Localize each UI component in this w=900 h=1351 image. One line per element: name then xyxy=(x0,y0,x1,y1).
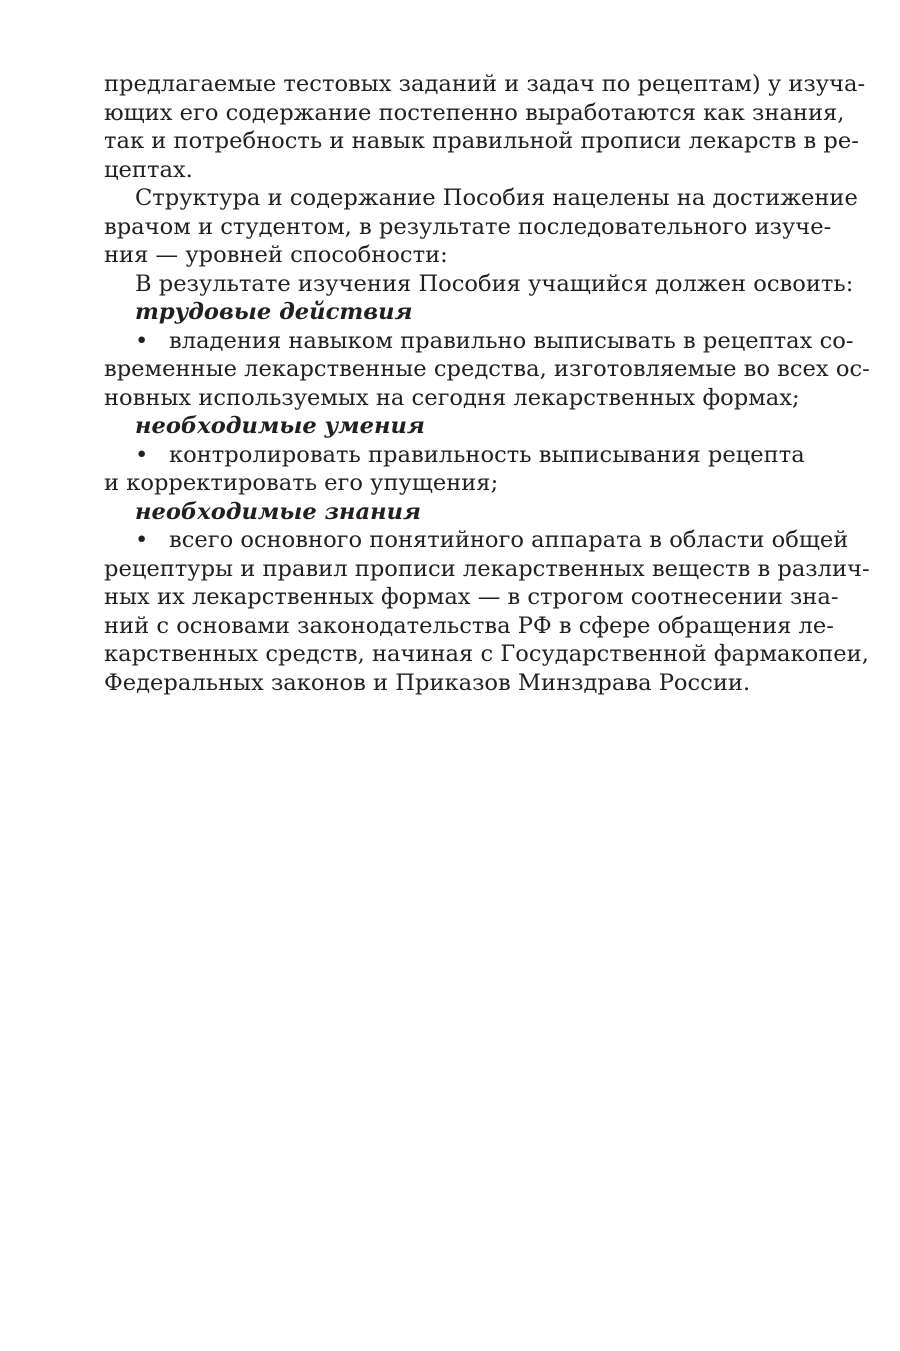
section-heading: необходимые умения xyxy=(135,413,425,439)
text-line: владения навыком правильно выписывать в рецептах со- xyxy=(169,327,854,354)
paragraph-3 xyxy=(104,270,854,299)
paragraph-1 xyxy=(104,70,866,184)
text-line: и корректировать его упущения; xyxy=(104,470,499,496)
text-line: В результате изучения Пособия учащийся должен освоить: xyxy=(135,270,854,297)
section-required-skills xyxy=(104,412,805,498)
text-line: всего основного понятийного аппарата в области общей xyxy=(169,527,849,553)
text-line: ния — уровней способности: xyxy=(104,242,448,268)
document-page xyxy=(104,70,870,697)
paragraph-2 xyxy=(104,184,858,270)
list-item xyxy=(104,526,849,555)
text-line: рецептуры и правил прописи лекарственных веществ в различ- xyxy=(104,555,870,582)
bullet-marker: • xyxy=(135,441,149,468)
text-line: Федеральных законов и Приказов Минздрава России. xyxy=(104,669,751,696)
text-line: Структура и содержание Пособия нацелены на достижение xyxy=(135,185,858,211)
text-line: ных их лекарственных формах — в строгом соотнесении зна- xyxy=(104,584,839,610)
text-line: ющих его содержание постепенно выработаются как знания, xyxy=(104,99,845,126)
text-line: новных используемых на сегодня лекарственных формах; xyxy=(104,384,800,411)
section-heading: трудовые действия xyxy=(135,299,413,325)
bullet-marker: • xyxy=(135,327,149,354)
bullet-marker: • xyxy=(135,527,149,553)
text-line: контролировать правильность выписывания рецепта xyxy=(169,441,805,468)
text-line: ний с основами законодательства РФ в сфере обращения ле- xyxy=(104,612,834,639)
section-heading: необходимые знания xyxy=(135,498,422,525)
section-required-knowledge xyxy=(104,498,870,698)
list-item xyxy=(104,441,805,470)
text-line: карственных средств, начиная с Государственной фармакопеи, xyxy=(104,641,869,667)
section-labor-actions xyxy=(104,298,870,412)
text-line: врачом и студентом, в результате последовательного изуче- xyxy=(104,213,832,240)
text-line: предлагаемые тестовых заданий и задач по рецептам) у изуча- xyxy=(104,71,866,97)
text-line: цептах. xyxy=(104,156,193,183)
text-line: так и потребность и навык правильной прописи лекарств в ре- xyxy=(104,128,859,154)
text-line: временные лекарственные средства, изготовляемые во всех ос- xyxy=(104,356,870,382)
list-item xyxy=(104,327,854,356)
